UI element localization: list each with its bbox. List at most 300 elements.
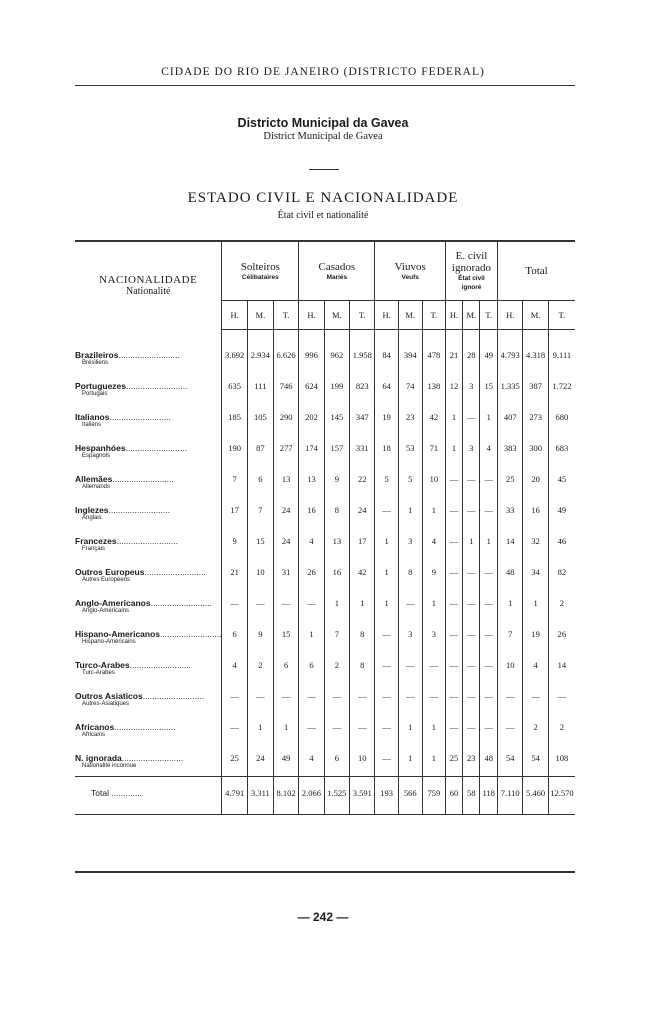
value-cell: —: [350, 714, 375, 745]
value-cell: 6: [324, 745, 349, 777]
value-cell: —: [445, 559, 462, 590]
value-cell: —: [299, 590, 324, 621]
nationality-name-fr: Italiens: [82, 422, 102, 428]
value-cell: —: [498, 683, 523, 714]
value-cell: —: [498, 714, 523, 745]
value-cell: 4: [480, 435, 498, 466]
value-cell: —: [480, 621, 498, 652]
nationality-name-fr: Autres-Asiatiques: [82, 701, 130, 707]
value-cell: 2: [523, 714, 548, 745]
leader-dots: ..........................: [109, 412, 171, 422]
value-cell: 18: [375, 435, 398, 466]
nationality-cell: [75, 590, 222, 621]
value-cell: —: [463, 714, 480, 745]
page-number: — 242 —: [297, 910, 349, 924]
value-cell: 2: [247, 652, 273, 683]
table-row: [75, 621, 575, 652]
nationality-cell: [75, 621, 222, 652]
total-value-cell: 118: [480, 777, 498, 815]
nationality-name: [75, 722, 221, 732]
value-cell: 26: [299, 559, 324, 590]
value-cell: 1.958: [350, 330, 375, 374]
group-header-ignorado: E. civil ignorado État civil ignoré: [445, 241, 497, 301]
sub-header-cell: H.: [222, 301, 247, 330]
value-cell: 16: [523, 497, 548, 528]
sub-header-cell: H.: [299, 301, 324, 330]
district-title: Districto Municipal da Gavea: [237, 116, 409, 130]
table-row: [75, 466, 575, 497]
value-cell: 10: [350, 745, 375, 777]
nationality-cell: [75, 528, 222, 559]
nationality-name-fr: Anglais: [82, 515, 102, 521]
value-cell: 5: [398, 466, 422, 497]
nationality-name-text: Anglo-Americanos: [75, 598, 151, 608]
value-cell: 202: [299, 404, 324, 435]
nationality-name-text: Hespanhóes: [75, 443, 126, 453]
value-cell: 6: [247, 466, 273, 497]
value-cell: 34: [523, 559, 548, 590]
bottom-rule: [75, 871, 575, 873]
value-cell: 21: [445, 330, 462, 374]
value-cell: 64: [375, 373, 398, 404]
group-header-casados: Casados Mariés: [299, 241, 375, 301]
total-value-cell: 58: [463, 777, 480, 815]
value-cell: 4: [299, 528, 324, 559]
value-cell: 145: [324, 404, 349, 435]
sub-header-cell: H.: [375, 301, 398, 330]
separator-dash: [309, 169, 339, 170]
value-cell: 22: [350, 466, 375, 497]
value-cell: 13: [299, 466, 324, 497]
value-cell: —: [422, 652, 445, 683]
sub-header-cell: T.: [422, 301, 445, 330]
value-cell: —: [350, 683, 375, 714]
value-cell: 1.722: [548, 373, 575, 404]
value-cell: 1: [498, 590, 523, 621]
leader-dots: ..........................: [160, 629, 222, 639]
value-cell: 108: [548, 745, 575, 777]
total-value-cell: 1.525: [324, 777, 349, 815]
sub-header-cell: T.: [480, 301, 498, 330]
value-cell: —: [375, 683, 398, 714]
value-cell: 14: [548, 652, 575, 683]
value-cell: —: [222, 590, 247, 621]
value-cell: 157: [324, 435, 349, 466]
value-cell: 10: [247, 559, 273, 590]
total-value-cell: 3.591: [350, 777, 375, 815]
value-cell: 1: [523, 590, 548, 621]
value-cell: 15: [273, 621, 298, 652]
value-cell: 4: [299, 745, 324, 777]
value-cell: 42: [350, 559, 375, 590]
leader-dots: .............: [108, 788, 143, 798]
value-cell: 24: [350, 497, 375, 528]
value-cell: —: [445, 652, 462, 683]
value-cell: —: [247, 590, 273, 621]
nationality-name-fr: Portugais: [82, 391, 108, 397]
value-cell: 49: [548, 497, 575, 528]
value-cell: 8: [398, 559, 422, 590]
value-cell: —: [463, 497, 480, 528]
value-cell: —: [463, 621, 480, 652]
value-cell: 1: [422, 745, 445, 777]
nationality-name-text: Francezes: [75, 536, 117, 546]
value-cell: —: [480, 497, 498, 528]
nationality-cell: [75, 652, 222, 683]
nationality-name-text: Inglezes: [75, 505, 109, 515]
nationality-name: [75, 505, 221, 515]
sub-header-cell: H.: [445, 301, 462, 330]
value-cell: —: [523, 683, 548, 714]
group-header-total: Total: [498, 241, 576, 301]
value-cell: 331: [350, 435, 375, 466]
nationality-name: [75, 629, 221, 639]
nationality-name-fr: Nationalité inconnue: [82, 763, 137, 769]
value-cell: 6: [222, 621, 247, 652]
civil-status-table: [75, 240, 575, 815]
value-cell: 82: [548, 559, 575, 590]
nationality-name: [75, 660, 221, 670]
value-cell: 1: [398, 745, 422, 777]
nationality-name: [75, 753, 221, 763]
value-cell: —: [480, 590, 498, 621]
value-cell: 7: [324, 621, 349, 652]
value-cell: 10: [422, 466, 445, 497]
total-value-cell: 2.066: [299, 777, 324, 815]
total-value-cell: 4.791: [222, 777, 247, 815]
table-row: [75, 435, 575, 466]
value-cell: 4.318: [523, 330, 548, 374]
value-cell: —: [422, 683, 445, 714]
value-cell: 13: [273, 466, 298, 497]
value-cell: 5: [375, 466, 398, 497]
total-value-cell: 12.570: [548, 777, 575, 815]
value-cell: 7: [498, 621, 523, 652]
value-cell: 185: [222, 404, 247, 435]
value-cell: 962: [324, 330, 349, 374]
total-value-cell: 759: [422, 777, 445, 815]
value-cell: 1: [324, 590, 349, 621]
value-cell: 2: [324, 652, 349, 683]
leader-dots: ..........................: [125, 443, 187, 453]
value-cell: 1: [273, 714, 298, 745]
nationality-name-fr: Français: [82, 546, 106, 552]
total-value-cell: 193: [375, 777, 398, 815]
nationality-cell: [75, 404, 222, 435]
section-title: ESTADO CIVIL E NACIONALIDADE: [187, 190, 459, 206]
value-cell: 16: [324, 559, 349, 590]
value-cell: 25: [445, 745, 462, 777]
table-row: [75, 330, 575, 374]
value-cell: 13: [324, 528, 349, 559]
value-cell: —: [299, 714, 324, 745]
value-cell: 31: [273, 559, 298, 590]
nationality-name: [75, 350, 221, 360]
leader-dots: ..........................: [108, 505, 170, 515]
value-cell: 138: [422, 373, 445, 404]
nationality-name-fr: Africains: [82, 732, 106, 738]
value-cell: 49: [273, 745, 298, 777]
value-cell: 6: [273, 652, 298, 683]
value-cell: 8: [350, 652, 375, 683]
value-cell: 17: [350, 528, 375, 559]
value-cell: 1: [480, 528, 498, 559]
value-cell: 53: [398, 435, 422, 466]
table-row: [75, 714, 575, 745]
value-cell: 3: [422, 621, 445, 652]
value-cell: 84: [375, 330, 398, 374]
value-cell: —: [445, 466, 462, 497]
value-cell: 2.934: [247, 330, 273, 374]
value-cell: 300: [523, 435, 548, 466]
value-cell: —: [375, 621, 398, 652]
value-cell: 21: [222, 559, 247, 590]
value-cell: 1: [480, 404, 498, 435]
value-cell: 1: [422, 714, 445, 745]
value-cell: 478: [422, 330, 445, 374]
value-cell: 199: [324, 373, 349, 404]
leader-dots: ..........................: [126, 381, 188, 391]
value-cell: 49: [480, 330, 498, 374]
value-cell: 3: [463, 435, 480, 466]
nationality-name-fr: Brésiliens: [82, 359, 109, 366]
group-header-viuvos: Viuvos Veufs: [375, 241, 446, 301]
value-cell: 1: [422, 590, 445, 621]
value-cell: 8: [350, 621, 375, 652]
value-cell: 24: [247, 745, 273, 777]
sub-header-cell: H.: [498, 301, 523, 330]
nationality-name-text: Outros Europeus: [75, 567, 145, 577]
leader-dots: ..........................: [144, 567, 206, 577]
value-cell: 1: [463, 528, 480, 559]
value-cell: 1: [350, 590, 375, 621]
nationality-cell: [75, 435, 222, 466]
section-subtitle: État civil et nationalité: [277, 210, 369, 221]
value-cell: —: [375, 714, 398, 745]
value-cell: —: [463, 683, 480, 714]
value-cell: 394: [398, 330, 422, 374]
value-cell: 635: [222, 373, 247, 404]
value-cell: 3: [398, 621, 422, 652]
value-cell: —: [445, 528, 462, 559]
total-value-cell: 5.460: [523, 777, 548, 815]
value-cell: —: [445, 621, 462, 652]
value-cell: 823: [350, 373, 375, 404]
total-label: [75, 777, 222, 815]
table-row: [75, 559, 575, 590]
total-row: [75, 777, 575, 815]
table-row: [75, 373, 575, 404]
value-cell: 12: [445, 373, 462, 404]
value-cell: 683: [548, 435, 575, 466]
value-cell: 9: [324, 466, 349, 497]
nationality-cell: [75, 714, 222, 745]
nationality-name-fr: Anglo-Américains: [82, 608, 130, 614]
value-cell: 74: [398, 373, 422, 404]
value-cell: 9: [422, 559, 445, 590]
total-value-cell: 3.311: [247, 777, 273, 815]
value-cell: 1: [375, 528, 398, 559]
nationality-name: [75, 691, 221, 701]
table-row: [75, 683, 575, 714]
value-cell: —: [375, 497, 398, 528]
sub-header-cell: T.: [273, 301, 298, 330]
value-cell: 4: [523, 652, 548, 683]
sub-header-cell: M.: [324, 301, 349, 330]
value-cell: —: [222, 714, 247, 745]
value-cell: 6: [299, 652, 324, 683]
total-value-cell: 8.102: [273, 777, 298, 815]
nationality-cell: [75, 466, 222, 497]
value-cell: —: [548, 683, 575, 714]
table-row: [75, 497, 575, 528]
value-cell: 7: [222, 466, 247, 497]
nationality-name: [75, 474, 221, 484]
nationality-name-fr: Autres Européens: [82, 577, 131, 583]
nationality-name-text: Africanos: [75, 722, 115, 732]
leader-dots: ..........................: [112, 474, 174, 484]
total-label-text: Total: [91, 788, 109, 798]
nationality-name-text: Turco-Arabes: [75, 660, 130, 670]
value-cell: 383: [498, 435, 523, 466]
nationality-name-fr: Turc-Arabes: [82, 670, 115, 676]
value-cell: —: [480, 714, 498, 745]
header-rule: [75, 85, 575, 86]
value-cell: —: [398, 683, 422, 714]
group-header-solteiros: Solteiros Célibataires: [222, 241, 299, 301]
value-cell: 17: [222, 497, 247, 528]
value-cell: 16: [299, 497, 324, 528]
value-cell: —: [463, 404, 480, 435]
nationality-name: [75, 381, 221, 391]
sub-header-cell: M.: [463, 301, 480, 330]
leader-dots: ..........................: [114, 722, 176, 732]
value-cell: —: [247, 683, 273, 714]
value-cell: —: [299, 683, 324, 714]
value-cell: 1: [445, 404, 462, 435]
value-cell: —: [480, 683, 498, 714]
value-cell: 9: [222, 528, 247, 559]
value-cell: 174: [299, 435, 324, 466]
nationality-name-fr: Allemands: [82, 484, 111, 490]
value-cell: 1: [247, 714, 273, 745]
value-cell: 14: [498, 528, 523, 559]
value-cell: —: [375, 652, 398, 683]
value-cell: —: [480, 652, 498, 683]
leader-dots: ..........................: [150, 598, 212, 608]
value-cell: 23: [398, 404, 422, 435]
value-cell: —: [463, 466, 480, 497]
value-cell: 4: [222, 652, 247, 683]
value-cell: 2: [548, 590, 575, 621]
value-cell: 407: [498, 404, 523, 435]
value-cell: —: [273, 590, 298, 621]
value-cell: —: [463, 559, 480, 590]
value-cell: 26: [548, 621, 575, 652]
value-cell: 4: [422, 528, 445, 559]
value-cell: —: [463, 590, 480, 621]
value-cell: 1: [398, 497, 422, 528]
value-cell: 24: [273, 528, 298, 559]
value-cell: 105: [247, 404, 273, 435]
value-cell: 6.626: [273, 330, 298, 374]
sub-header-cell: M.: [398, 301, 422, 330]
nationality-header: [75, 241, 222, 330]
value-cell: 54: [523, 745, 548, 777]
value-cell: 25: [498, 466, 523, 497]
value-cell: 1: [422, 497, 445, 528]
value-cell: —: [463, 652, 480, 683]
nationality-header-fr: Nationalité: [126, 286, 171, 298]
total-value-cell: 7.110: [498, 777, 523, 815]
value-cell: 387: [523, 373, 548, 404]
nationality-cell: [75, 330, 222, 374]
value-cell: 87: [247, 435, 273, 466]
value-cell: 46: [548, 528, 575, 559]
nationality-name-text: N. ignorada: [75, 753, 122, 763]
nationality-name-fr: Hispano-Américains: [82, 639, 136, 645]
value-cell: 7: [247, 497, 273, 528]
value-cell: 3: [463, 373, 480, 404]
running-header: CIDADE DO RIO DE JANEIRO (DISTRICTO FEDERAL): [161, 66, 485, 78]
value-cell: 277: [273, 435, 298, 466]
table-row: [75, 745, 575, 777]
table-row: [75, 652, 575, 683]
table-body: [75, 330, 575, 815]
value-cell: 20: [523, 466, 548, 497]
nationality-name-text: Outros Asiaticos: [75, 691, 143, 701]
leader-dots: ..........................: [118, 349, 180, 360]
nationality-name: [75, 412, 221, 422]
value-cell: 28: [463, 330, 480, 374]
value-cell: 996: [299, 330, 324, 374]
value-cell: —: [480, 559, 498, 590]
value-cell: —: [445, 590, 462, 621]
nationality-name-fr: Espagnols: [82, 453, 111, 459]
nationality-name-text: Portuguezes: [75, 381, 127, 391]
leader-dots: ..........................: [129, 660, 192, 670]
value-cell: —: [324, 714, 349, 745]
nationality-name: [75, 567, 221, 577]
value-cell: —: [480, 466, 498, 497]
table-row: [75, 528, 575, 559]
value-cell: 746: [273, 373, 298, 404]
value-cell: —: [273, 683, 298, 714]
value-cell: 71: [422, 435, 445, 466]
nationality-name-text: Italianos: [75, 412, 110, 422]
sub-header-cell: T.: [350, 301, 375, 330]
value-cell: 54: [498, 745, 523, 777]
value-cell: 25: [222, 745, 247, 777]
district-subtitle: District Municipal de Gavea: [263, 131, 383, 142]
value-cell: —: [222, 683, 247, 714]
value-cell: 45: [548, 466, 575, 497]
value-cell: 1: [398, 714, 422, 745]
value-cell: 273: [523, 404, 548, 435]
value-cell: 1: [375, 590, 398, 621]
value-cell: 10: [498, 652, 523, 683]
value-cell: 19: [523, 621, 548, 652]
value-cell: 290: [273, 404, 298, 435]
value-cell: —: [375, 745, 398, 777]
value-cell: 19: [375, 404, 398, 435]
sub-header-cell: T.: [548, 301, 575, 330]
value-cell: 1: [445, 435, 462, 466]
value-cell: 1: [375, 559, 398, 590]
value-cell: 3: [398, 528, 422, 559]
value-cell: —: [398, 590, 422, 621]
value-cell: —: [445, 497, 462, 528]
